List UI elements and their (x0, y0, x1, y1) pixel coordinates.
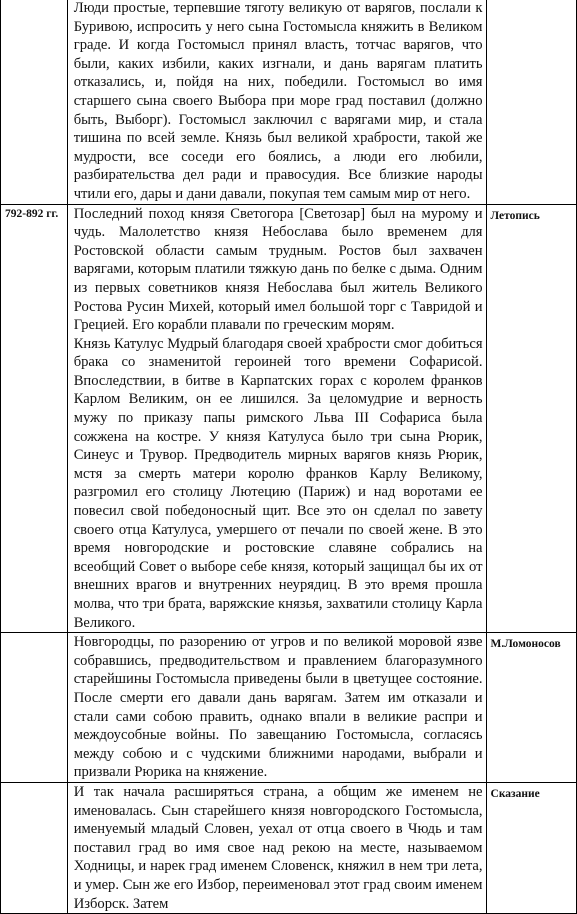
table-row (1, 782, 577, 913)
years-cell (1, 782, 68, 913)
paragraph: И так начала расширяться страна, а общим же именем не именовалась. Сын старейшего князя новгородского Гостомысла, именуемый младый Словен, уехал от отца своего в Чюдь и там поставил град во имя свое над рекою на месте, называемом Ходницы, и нарек град именем Словенск, княжил в нем три лета, и умер. Сын же его Избор, переименовал этот град своим именем Изборск. Затем (73, 783, 483, 912)
years-cell (1, 0, 68, 204)
text-cell (67, 204, 486, 633)
paragraph: Последний поход князя Светогора [Светозар] был на мурому и чудь. Малолетство князя Небослава было временем для Ростовской области самым трудным. Ростов был захвачен варягами, которым платили тяжкую дань по белке с дыма. Одним из первых советников князя Небослава был житель Великого Ростова Русин Михей, который имел большой торг с Тавридой и Грецией. Его корабли плавали по греческим морям. (73, 205, 483, 334)
source-cell (486, 0, 576, 204)
source-cell: Сказание (486, 782, 576, 913)
years-cell: 792-892 гг. (1, 204, 68, 633)
paragraph: Люди простые, терпевшие тяготу великую от варягов, послали к Буривою, испросить у него сына Гостомысла княжить в Великом граде. И когда Гостомысл принял власть, тотчас варягов, что были, каких избили, каких изгнали, и дань варягам платить отказались, и, пойдя на них, победили. Гостомысл во имя старшего сына своего Выбора при море град поставил (должно быть, Выборг). Гостомысл заключил с варягами мир, и стала тишина по всей земле. Князь был великой храбрости, такой же мудрости, все соседи его боялись, а люди его любили, разбирательства дел ради и правосудия. Все близкие народы чтили его, дары и дани давали, покупая тем самым мир от него. (73, 0, 483, 202)
table-row (1, 633, 577, 783)
paragraph: Князь Катулус Мудрый благодаря своей храбрости смог добиться брака со знаменитой героиней того времени Софарисой. Впоследствии, в битве в Карпатских горах с королем франков Карлом Великим, он ее лишился. За целомудрие и верность мужу по приказу папы римского Льва III Софариса была сожжена на костре. У князя Катулуса было три сына Рюрик, Синеус и Трувор. Предводитель мирных варягов князь Рюрик, мстя за смерть матери королю франков Карлу Великому, разгромил его столицу Лютецию (Париж) и над воротами ее повесил свой победоносный щит. Все это он сделал по завету своего отца Катулуса, умершего от печали по своей жене. В это время новгородские и ростовские славяне собрались на всеобщий Совет о выборе себе князя, который защищал бы их от внешних врагов и внутренних неурядиц. В это время прошла молва, что три брата, варяжские князья, захватили столицу Карла Великого. (73, 335, 483, 631)
paragraph: Новгородцы, по разорению от угров и по великой моровой язве собравшись, предводительством и правлением благоразумного старейшины Гостомысла приведены были в цветущее состояние. После смерти его давали дань варягам. Затем им отказали и стали сами собою править, однако впали в великие распри и междоусобные войны. По завещанию Гостомысла, согласясь между собою и с чудскими ближними народами, выбрали и призвали Рюрика на княжение. (73, 634, 483, 781)
text-cell (67, 0, 486, 204)
table-row (1, 0, 577, 204)
table-row (1, 204, 577, 633)
text-cell (67, 633, 486, 783)
text-cell (67, 782, 486, 913)
years-cell (1, 633, 68, 783)
source-cell: М.Ломоносов (486, 633, 576, 783)
source-cell: Летопись (486, 204, 576, 633)
